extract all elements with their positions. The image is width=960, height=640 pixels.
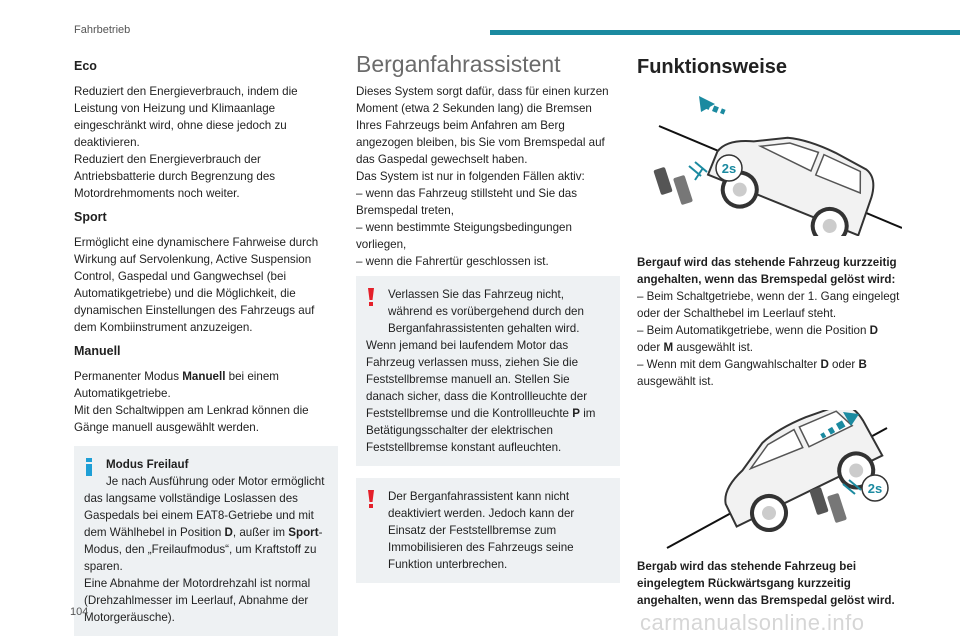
hill-start-item-1: – wenn das Fahrzeug stillsteht und Sie das Bremspedal treten, [356, 187, 578, 217]
warning-1-a: Verlassen Sie das Fahrzeug nicht, während es vorübergehend durch den Berganfahrassistenten gehalten wird. [388, 288, 584, 335]
info-text-4: Eine Abnahme der Motordrehzahl ist normal (Drehzahlmesser im Leerlauf, Abnahme der Motorgeräusche). [84, 577, 311, 624]
uphill-item-2-m: M [663, 341, 674, 354]
column-operation [637, 56, 902, 616]
manuell-text-1 [74, 368, 338, 402]
info-text-1: Je nach Ausführung oder Motor ermöglicht das langsame vollständige Loslassen des Gaspedals bei einem EAT8-Getriebe und mit dem Wählhebel in Position [84, 475, 325, 539]
operation-title: Funktionsweise [637, 56, 788, 78]
info-text-3: -Modus, den „Freilaufmodus“, um Kraftstoff zu sparen. [84, 526, 323, 573]
timer-badge-text: 2s [867, 481, 883, 496]
column-drive-modes [74, 56, 338, 636]
manuell-heading: Manuell [74, 344, 121, 358]
uphill-item-1: – Beim Schaltgetriebe, wenn der 1. Gang eingelegt oder der Schalthebel im Leerlauf steht. [637, 290, 900, 320]
uphill-item-3-b: B [858, 358, 867, 371]
warning-1-p: P [572, 407, 580, 420]
info-position-d: D [224, 526, 233, 539]
uphill-item-3 [637, 356, 902, 390]
timer-badge-text: 2s [721, 161, 737, 176]
uphill-caption: Bergauf wird das stehende Fahrzeug kurzzeitig angehalten, wenn das Bremspedal gelöst wird: [637, 256, 897, 286]
info-text-2: , außer im [232, 526, 289, 539]
hill-start-item-3: – wenn die Fahrertür geschlossen ist. [356, 255, 549, 268]
manuell-bold: Manuell [182, 370, 226, 383]
hill-start-title: Berganfahrassistent [356, 51, 561, 77]
page-number: 104 [70, 606, 89, 618]
eco-text-1: Reduziert den Energieverbrauch, indem die Leistung von Heizung und Klimaanlage eingeschränkt wird, ohne diese jedoch zu deaktivieren. [74, 85, 298, 149]
warning-icon [365, 288, 377, 306]
info-icon [83, 458, 95, 476]
uphill-item-2-d: D [869, 324, 879, 337]
manuell-text-2: Mit den Schaltwippen am Lenkrad können die Gänge manuell ausgewählt werden. [74, 404, 309, 434]
uphill-item-2-mid: oder [637, 341, 664, 354]
warning-2-text: Der Berganfahrassistent kann nicht deaktiviert werden. Jedoch kann der Einsatz der Feststellbremse zum Immobilisieren des Fahrzeugs seine Funktion unterbrechen. [388, 490, 575, 571]
uphill-item-2 [637, 322, 902, 356]
sport-heading: Sport [74, 210, 107, 224]
uphill-item-3-mid: oder [828, 358, 859, 371]
watermark: carmanualsonline.info [640, 610, 865, 635]
uphill-item-2-post: ausgewählt ist. [673, 341, 754, 354]
hill-start-intro: Dieses System sorgt dafür, dass für einen kurzen Moment (etwa 2 Sekunden lang) die Bremsen Ihres Fahrzeugs beim Anfahren am Berg angezogen bleiben, bis Sie vom Bremspedal auf das Gaspedal gewechselt haben. [356, 85, 609, 166]
downhill-car-illustration [637, 410, 902, 550]
header-accent-bar [490, 30, 960, 35]
uphill-item-2-pre: – Beim Automatikgetriebe, wenn die Position [637, 324, 870, 337]
warning-1-text [366, 286, 610, 456]
hill-start-active-intro: Das System ist nur in folgenden Fällen aktiv: [356, 170, 585, 183]
warning-box-1 [356, 276, 620, 466]
uphill-item-3-pre: – Wenn mit dem Gangwahlschalter [637, 358, 821, 371]
uphill-item-3-d: D [820, 358, 829, 371]
eco-heading: Eco [74, 59, 97, 73]
warning-1-b: Wenn jemand bei laufendem Motor das Fahrzeug verlassen muss, ziehen Sie die Feststellbremse manuell an. Stellen Sie danach sicher, dass die Kontrollleuchte der Feststellbremse und die Kontrollleuchte [366, 339, 588, 420]
manuell-text-1-post: bei einem Automatikgetriebe. [74, 370, 279, 400]
downhill-caption: Bergab wird das stehende Fahrzeug bei eingelegtem Rückwärtsgang kurzzeitig angehalten, wenn das Bremspedal gelöst wird. [637, 560, 895, 607]
column-hill-start [356, 51, 620, 583]
warning-box-2 [356, 478, 620, 583]
warning-icon [365, 490, 377, 508]
info-box-freilauf [74, 446, 338, 636]
pedal-icon [653, 162, 707, 205]
hill-start-item-2: – wenn bestimmte Steigungsbedingungen vorliegen, [356, 221, 572, 251]
sport-text: Ermöglicht eine dynamischere Fahrweise durch Wirkung auf Servolenkung, Active Suspension Control, Gaspedal und Gangwechsel (bei Automatikgetriebe) und die Möglichkeit, die dynamischen Einstellungen des Fahrzeugs auf dem Kombiinstrument anzuzeigen. [74, 236, 319, 334]
section-name: Fahrbetrieb [74, 24, 131, 36]
uphill-arrow-icon [699, 96, 726, 115]
uphill-item-3-post: ausgewählt ist. [637, 375, 714, 388]
page-header [0, 0, 960, 40]
eco-text-2: Reduziert den Energieverbrauch der Antriebsbatterie durch Begrenzung des Motordrehmoments noch weiter. [74, 153, 276, 200]
uphill-car-illustration [637, 86, 902, 236]
info-text [84, 473, 328, 575]
warning-1-c: im Betätigungsschalter der elektrischen Feststellbremse konstant aufleuchten. [366, 407, 596, 454]
manuell-text-1-pre: Permanenter Modus [74, 370, 183, 383]
info-sport: Sport [288, 526, 319, 539]
info-title: Modus Freilauf [106, 458, 189, 471]
